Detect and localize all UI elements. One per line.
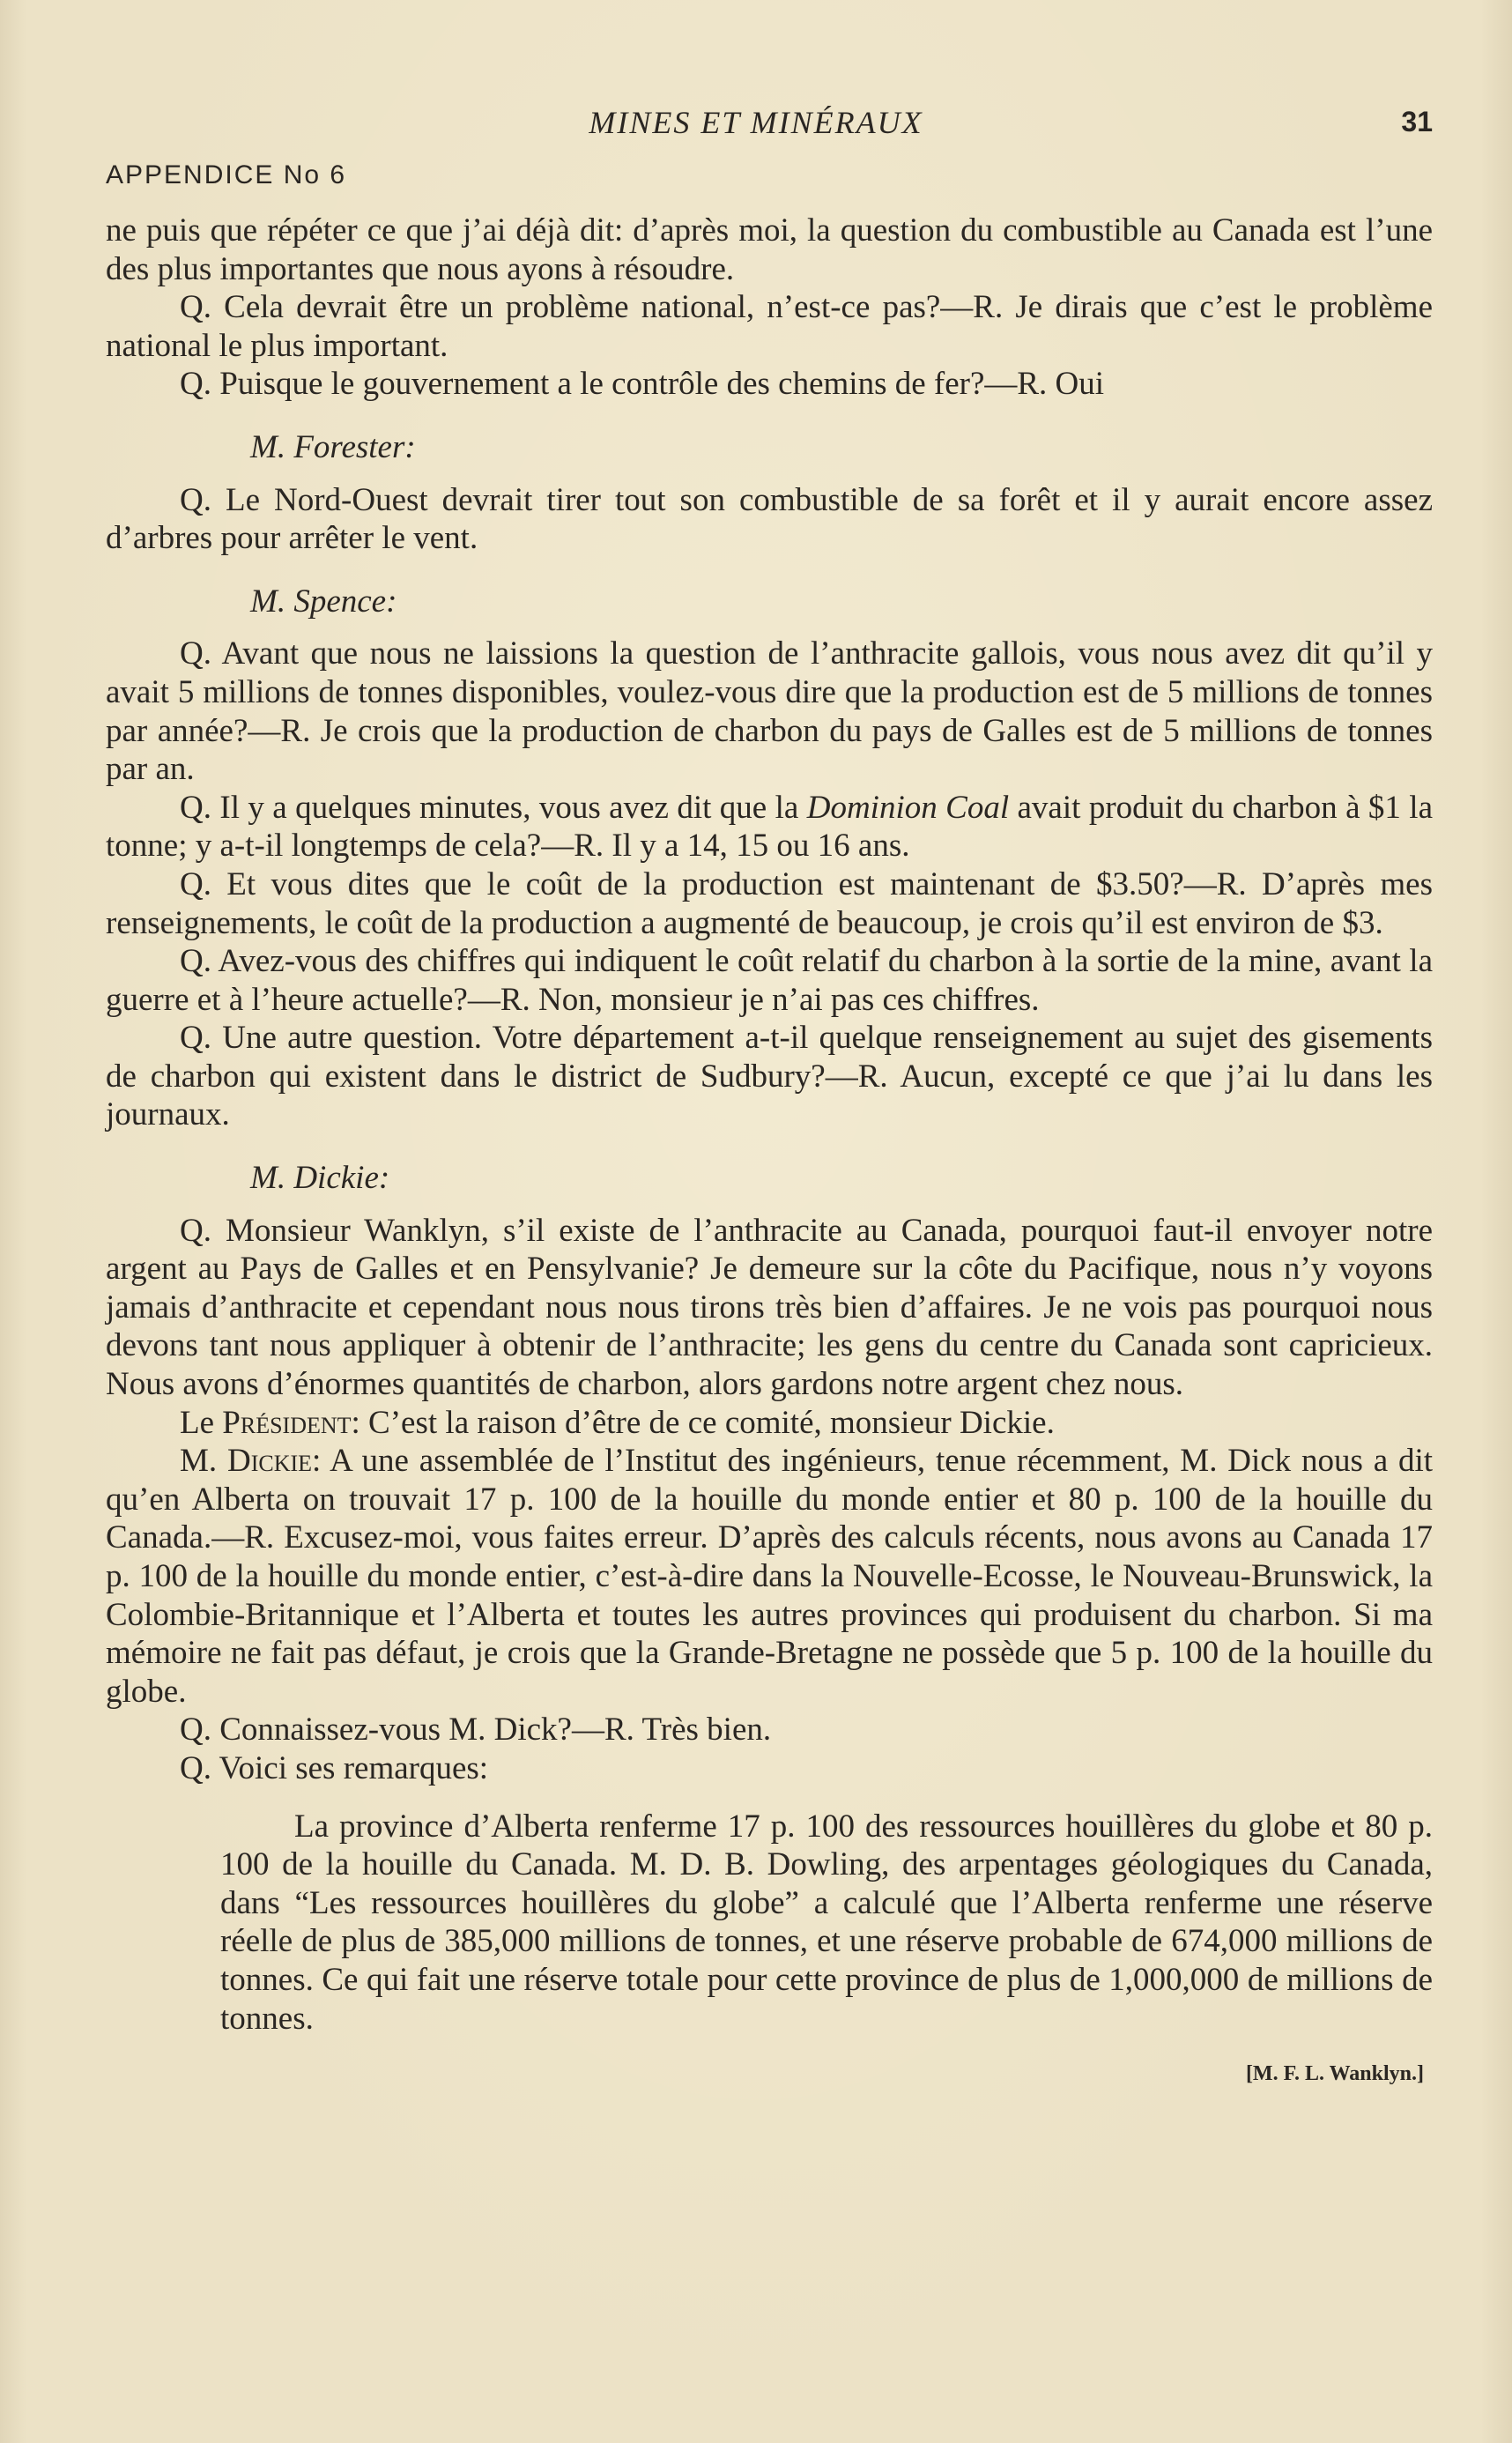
- paragraph: Q. Avez-vous des chiffres qui indiquent le coût relatif du charbon à la sortie de la mine, avant la guerre et à l’heure actuelle?—R. Non, monsieur je n’ai pas ces chiffres.: [106, 943, 1433, 1018]
- speaker-heading: M. Dickie:: [250, 1160, 390, 1197]
- speaker-name: Dickie: [226, 1443, 313, 1480]
- paragraph: ne puis que répéter ce que j’ai déjà dit: d’après moi, la question du combustible au Canada est l’une des plus importantes que nous ayons à résoudre.: [106, 212, 1433, 287]
- running-head: [0, 99, 1512, 143]
- speaker-name: Président: [222, 1404, 352, 1441]
- paragraph: Q. Avant que nous ne laissions la question de l’anthracite gallois, vous nous avez dit qu’il y avait 5 millions de tonnes disponibles, voulez-vous dire que la production est de 5 millions de tonnes par année?—R. Je crois que la production de charbon du pays de Galles est de 5 millions de tonnes par an.: [106, 635, 1433, 788]
- block-quote: La province d’Alberta renferme 17 p. 100 des ressources houillères du globe et 80 p. 100 de la houille du Canada. M. D. B. Dowling, des arpentages géologiques du Canada, dans “Les ressources houillères du globe” a calculé que l’Alberta renferme une réserve réelle de plus de 385,000 millions de tonnes, et une réserve probable de 674,000 millions de tonnes. Ce qui fait une réserve totale pour cette province de plus de 1,000,000 de millions de tonnes.: [220, 1808, 1433, 2037]
- paragraph: Q. Puisque le gouvernement a le contrôle des chemins de fer?—R. Oui: [180, 366, 1105, 403]
- page-number: 31: [1401, 106, 1433, 137]
- speaker-heading: M. Spence:: [250, 583, 397, 620]
- text-run: M.: [180, 1443, 227, 1480]
- attribution: [M. F. L. Wanklyn.]: [1245, 2062, 1424, 2086]
- paragraph: Q. Voici ses remarques:: [180, 1749, 489, 1786]
- paragraph: [106, 1404, 1433, 1443]
- body-text: [106, 212, 1433, 2094]
- paragraph: [106, 789, 1433, 865]
- text-run: Q. Il y a quelques minutes, vous avez dit que la: [180, 789, 807, 826]
- text-run: : A une assemblée de l’Institut des ingénieurs, tenue récemment, M. Dick nous a dit qu’en Alberta on trouvait 17 p. 100 de la houille du monde entier et 80 p. 100 de la houille du Canada.—R. Excusez-moi, vous faites erreur. D’après des calculs récents, nous avons au Canada 17 p. 100 de la houille du monde entier, c’est-à-dire dans la Nouvelle-Ecosse, le Nouveau-Brunswick, la Colombie-Britannique et l’Alberta et toutes les autres provinces qui produisent du charbon. Si ma mémoire ne fait pas défaut, je crois que la Grande-Bretagne ne possède que 5 p. 100 de la houille du globe.: [106, 1443, 1433, 1710]
- company-name: Dominion Coal: [806, 789, 1010, 826]
- appendix-label: APPENDICE No 6: [106, 160, 347, 189]
- speaker-heading: M. Forester:: [250, 428, 416, 465]
- text-run: : C’est la raison d’être de ce comité, monsieur Dickie.: [351, 1404, 1055, 1441]
- paragraph: Q. Une autre question. Votre département a-t-il quelque renseignement au sujet des gisements de charbon qui existent dans le district de Sudbury?—R. Aucun, excepté ce que j’ai lu dans les journaux.: [106, 1020, 1433, 1133]
- paragraph: [106, 1442, 1433, 1711]
- paragraph: Q. Et vous dites que le coût de la production est maintenant de $3.50?—R. D’après mes renseignements, le coût de la production a augmenté de beaucoup, je crois qu’il est environ de $3.: [106, 865, 1433, 941]
- text-run: avait produit du charbon à $1 la tonne; y a-t-il longtemps de cela?—R. Il y a 14, 15 ou 16 ans.: [106, 789, 1434, 865]
- paragraph: Q. Monsieur Wanklyn, s’il existe de l’anthracite au Canada, pourquoi faut-il envoyer notre argent au Pays de Galles et en Pensylvanie? Je demeure sur la côte du Pacifique, nous n’y voyons jamais d’anthracite et cependant nous nous tirons très bien d’affaires. Je ne vois pas pourquoi nous devons tant nous appliquer à obtenir de l’anthracite; les gens du centre du Canada sont capricieux. Nous avons d’énormes quantités de charbon, alors gardons notre argent chez nous.: [106, 1212, 1433, 1403]
- text-run: Le: [180, 1404, 223, 1441]
- paragraph: Q. Le Nord-Ouest devrait tirer tout son combustible de sa forêt et il y aurait encore assez d’arbres pour arrêter le vent.: [106, 481, 1433, 557]
- running-title: MINES ET MINÉRAUX: [589, 105, 923, 140]
- paragraph: Q. Connaissez-vous M. Dick?—R. Très bien.: [180, 1712, 772, 1749]
- paragraph: Q. Cela devrait être un problème national, n’est-ce pas?—R. Je dirais que c’est le problème national le plus important.: [106, 289, 1433, 364]
